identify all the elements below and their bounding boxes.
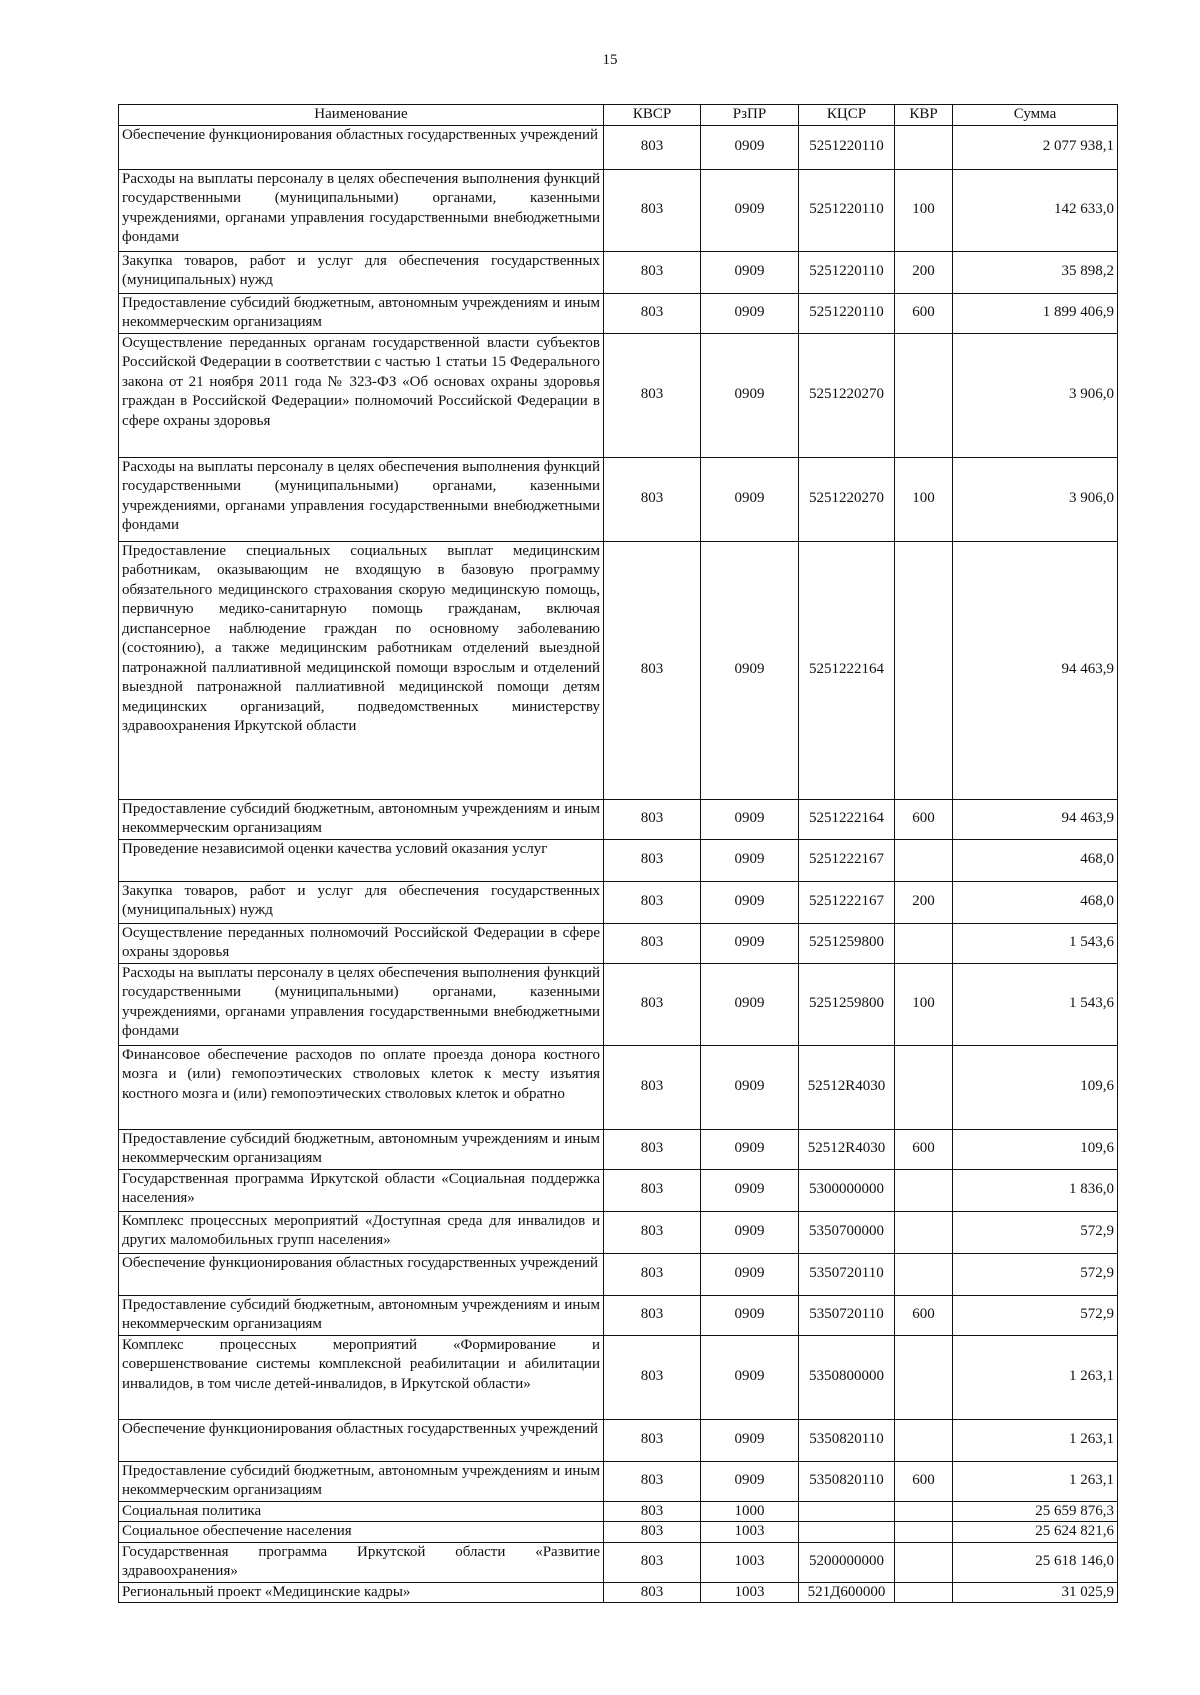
cell-kvsr: 803 — [604, 1501, 701, 1522]
cell-name: Осуществление переданных органам государственной власти субъектов Российской Федерации в соответствии с частью 1 статьи 15 Федерального закона от 21 ноября 2011 года № 323-ФЗ «Об основах охраны здоровья граждан в Российской Федерации» полномочий Российской Федерации в сфере охраны здоровья — [119, 333, 604, 457]
cell-sum: 94 463,9 — [953, 541, 1118, 799]
cell-rzpr: 0909 — [701, 1211, 799, 1253]
table-row — [119, 293, 1118, 333]
column-header-sum: Сумма — [953, 105, 1118, 126]
cell-sum: 35 898,2 — [953, 251, 1118, 293]
cell-kvr — [895, 1542, 953, 1582]
cell-sum: 572,9 — [953, 1211, 1118, 1253]
table-row — [119, 457, 1118, 541]
cell-name: Расходы на выплаты персоналу в целях обеспечения выполнения функций государственными (муниципальными) органами, казенными учреждениями, органами управления государственными внебюджетными фондами — [119, 963, 604, 1045]
cell-rzpr: 0909 — [701, 169, 799, 251]
cell-kcsr: 5251220110 — [799, 125, 895, 169]
cell-kvr — [895, 839, 953, 881]
cell-name: Проведение независимой оценки качества условий оказания услуг — [119, 839, 604, 881]
cell-kvsr: 803 — [604, 1169, 701, 1211]
cell-rzpr: 0909 — [701, 333, 799, 457]
cell-name: Предоставление специальных социальных выплат медицинским работникам, оказывающим не входящую в базовую программу обязательного медицинского страхования скорую медицинскую помощь, первичную медико-санитарную помощь гражданам, включая диспансерное наблюдение граждан по основному заболеванию (состоянию), а также медицинским работникам отделений выездной патронажной паллиативной медицинской помощи взрослым и отделений выездной патронажной паллиативной медицинской помощи детям медицинских организаций, подведомственных министерству здравоохранения Иркутской области — [119, 541, 604, 799]
cell-kcsr: 52512R4030 — [799, 1045, 895, 1129]
cell-kvsr: 803 — [604, 963, 701, 1045]
table-row — [119, 333, 1118, 457]
cell-kvr — [895, 541, 953, 799]
cell-sum: 1 899 406,9 — [953, 293, 1118, 333]
cell-name: Предоставление субсидий бюджетным, автономным учреждениям и иным некоммерческим организациям — [119, 1295, 604, 1335]
cell-name: Региональный проект «Медицинские кадры» — [119, 1582, 604, 1603]
cell-kcsr: 5350720110 — [799, 1253, 895, 1295]
page-number: 15 — [602, 52, 618, 68]
cell-sum: 1 263,1 — [953, 1335, 1118, 1419]
cell-name: Государственная программа Иркутской области «Развитие здравоохранения» — [119, 1542, 604, 1582]
table-row — [119, 1253, 1118, 1295]
cell-rzpr: 1003 — [701, 1582, 799, 1603]
cell-sum: 25 618 146,0 — [953, 1542, 1118, 1582]
cell-rzpr: 0909 — [701, 1335, 799, 1419]
cell-name: Осуществление переданных полномочий Российской Федерации в сфере охраны здоровья — [119, 923, 604, 963]
cell-kcsr: 5350820110 — [799, 1461, 895, 1501]
table-row — [119, 1335, 1118, 1419]
cell-kvr — [895, 1582, 953, 1603]
cell-kcsr: 5251220270 — [799, 333, 895, 457]
cell-rzpr: 0909 — [701, 799, 799, 839]
cell-kcsr — [799, 1501, 895, 1522]
cell-rzpr: 0909 — [701, 541, 799, 799]
cell-kvsr: 803 — [604, 923, 701, 963]
cell-name: Предоставление субсидий бюджетным, автономным учреждениям и иным некоммерческим организациям — [119, 293, 604, 333]
cell-kvr: 200 — [895, 881, 953, 923]
cell-sum: 468,0 — [953, 839, 1118, 881]
cell-kcsr: 5251220110 — [799, 169, 895, 251]
cell-kvsr: 803 — [604, 1335, 701, 1419]
cell-kvr: 600 — [895, 1129, 953, 1169]
cell-kvsr: 803 — [604, 125, 701, 169]
cell-kvr — [895, 1419, 953, 1461]
cell-kcsr: 5350820110 — [799, 1419, 895, 1461]
cell-kcsr: 5251220110 — [799, 251, 895, 293]
cell-kcsr: 5251222164 — [799, 799, 895, 839]
cell-sum: 1 836,0 — [953, 1169, 1118, 1211]
table-body — [119, 125, 1118, 1603]
cell-rzpr: 0909 — [701, 1461, 799, 1501]
cell-kcsr: 5350720110 — [799, 1295, 895, 1335]
cell-rzpr: 1003 — [701, 1522, 799, 1543]
cell-sum: 572,9 — [953, 1295, 1118, 1335]
cell-rzpr: 0909 — [701, 963, 799, 1045]
cell-kvsr: 803 — [604, 1542, 701, 1582]
cell-kvr: 600 — [895, 293, 953, 333]
cell-kcsr: 5350800000 — [799, 1335, 895, 1419]
table-row — [119, 923, 1118, 963]
cell-rzpr: 0909 — [701, 881, 799, 923]
column-header-rzpr: РзПР — [701, 105, 799, 126]
cell-kvsr: 803 — [604, 251, 701, 293]
cell-kvr: 100 — [895, 457, 953, 541]
cell-kvr — [895, 1045, 953, 1129]
column-header-kvr: КВР — [895, 105, 953, 126]
cell-sum: 25 624 821,6 — [953, 1522, 1118, 1543]
cell-sum: 1 543,6 — [953, 963, 1118, 1045]
cell-kcsr: 5251222167 — [799, 881, 895, 923]
table-row — [119, 169, 1118, 251]
cell-rzpr: 0909 — [701, 1419, 799, 1461]
table-row — [119, 1169, 1118, 1211]
cell-kcsr: 5251222167 — [799, 839, 895, 881]
cell-sum: 109,6 — [953, 1045, 1118, 1129]
table-row — [119, 1129, 1118, 1169]
cell-sum: 1 543,6 — [953, 923, 1118, 963]
cell-sum: 1 263,1 — [953, 1461, 1118, 1501]
cell-name: Комплекс процессных мероприятий «Доступная среда для инвалидов и других маломобильных групп населения» — [119, 1211, 604, 1253]
table-row — [119, 1582, 1118, 1603]
cell-sum: 3 906,0 — [953, 457, 1118, 541]
cell-kcsr: 5350700000 — [799, 1211, 895, 1253]
cell-kvsr: 803 — [604, 1461, 701, 1501]
cell-rzpr: 1000 — [701, 1501, 799, 1522]
cell-sum: 2 077 938,1 — [953, 125, 1118, 169]
cell-kvsr: 803 — [604, 1129, 701, 1169]
cell-name: Обеспечение функционирования областных государственных учреждений — [119, 1253, 604, 1295]
cell-sum: 142 633,0 — [953, 169, 1118, 251]
cell-kcsr — [799, 1522, 895, 1543]
cell-kvsr: 803 — [604, 1295, 701, 1335]
cell-rzpr: 0909 — [701, 251, 799, 293]
cell-kvr — [895, 1522, 953, 1543]
cell-kvr — [895, 923, 953, 963]
cell-sum: 3 906,0 — [953, 333, 1118, 457]
cell-name: Предоставление субсидий бюджетным, автономным учреждениям и иным некоммерческим организациям — [119, 1461, 604, 1501]
table-row — [119, 1211, 1118, 1253]
cell-name: Комплекс процессных мероприятий «Формирование и совершенствование системы комплексной реабилитации и абилитации инвалидов, в том числе детей-инвалидов, в Иркутской области» — [119, 1335, 604, 1419]
cell-name: Закупка товаров, работ и услуг для обеспечения государственных (муниципальных) нужд — [119, 881, 604, 923]
cell-rzpr: 0909 — [701, 293, 799, 333]
table-row — [119, 1542, 1118, 1582]
cell-sum: 109,6 — [953, 1129, 1118, 1169]
cell-sum: 572,9 — [953, 1253, 1118, 1295]
cell-name: Обеспечение функционирования областных государственных учреждений — [119, 125, 604, 169]
cell-kcsr: 5251259800 — [799, 923, 895, 963]
cell-name: Финансовое обеспечение расходов по оплате проезда донора костного мозга и (или) гемопоэтических стволовых клеток к месту изъятия костного мозга и (или) гемопоэтических стволовых клеток и обратно — [119, 1045, 604, 1129]
cell-kvsr: 803 — [604, 1253, 701, 1295]
cell-kcsr: 5251220270 — [799, 457, 895, 541]
column-header-kcsr: КЦСР — [799, 105, 895, 126]
table-row — [119, 1522, 1118, 1543]
cell-kvr: 100 — [895, 169, 953, 251]
cell-kvr — [895, 1253, 953, 1295]
table-row — [119, 1419, 1118, 1461]
cell-kcsr: 5251220110 — [799, 293, 895, 333]
table-row — [119, 1045, 1118, 1129]
table-row — [119, 1295, 1118, 1335]
cell-sum: 25 659 876,3 — [953, 1501, 1118, 1522]
cell-kvr: 600 — [895, 1295, 953, 1335]
cell-kcsr: 5251222164 — [799, 541, 895, 799]
cell-name: Расходы на выплаты персоналу в целях обеспечения выполнения функций государственными (муниципальными) органами, казенными учреждениями, органами управления государственными внебюджетными фондами — [119, 457, 604, 541]
cell-kvsr: 803 — [604, 293, 701, 333]
cell-kcsr: 5200000000 — [799, 1542, 895, 1582]
cell-rzpr: 0909 — [701, 457, 799, 541]
cell-kvsr: 803 — [604, 333, 701, 457]
cell-kvsr: 803 — [604, 1045, 701, 1129]
cell-kvsr: 803 — [604, 541, 701, 799]
cell-kcsr: 521Д600000 — [799, 1582, 895, 1603]
table-row — [119, 251, 1118, 293]
table-header — [119, 105, 1118, 126]
cell-sum: 1 263,1 — [953, 1419, 1118, 1461]
budget-table — [118, 104, 1118, 1603]
cell-kvsr: 803 — [604, 799, 701, 839]
cell-kvr: 600 — [895, 799, 953, 839]
cell-kvr — [895, 1211, 953, 1253]
cell-name: Предоставление субсидий бюджетным, автономным учреждениям и иным некоммерческим организациям — [119, 799, 604, 839]
cell-rzpr: 0909 — [701, 923, 799, 963]
cell-rzpr: 0909 — [701, 1129, 799, 1169]
cell-name: Закупка товаров, работ и услуг для обеспечения государственных (муниципальных) нужд — [119, 251, 604, 293]
table-row — [119, 799, 1118, 839]
cell-kvsr: 803 — [604, 839, 701, 881]
table-row — [119, 963, 1118, 1045]
cell-kcsr: 5300000000 — [799, 1169, 895, 1211]
table-row — [119, 1501, 1118, 1522]
cell-kcsr: 52512R4030 — [799, 1129, 895, 1169]
cell-kvsr: 803 — [604, 1522, 701, 1543]
cell-rzpr: 0909 — [701, 1169, 799, 1211]
table-row — [119, 125, 1118, 169]
cell-name: Социальное обеспечение населения — [119, 1522, 604, 1543]
cell-kvr — [895, 1169, 953, 1211]
cell-rzpr: 0909 — [701, 1253, 799, 1295]
cell-kvr — [895, 125, 953, 169]
table-row — [119, 541, 1118, 799]
cell-kvr: 200 — [895, 251, 953, 293]
cell-name: Предоставление субсидий бюджетным, автономным учреждениям и иным некоммерческим организациям — [119, 1129, 604, 1169]
cell-kvr — [895, 1335, 953, 1419]
cell-sum: 31 025,9 — [953, 1582, 1118, 1603]
table-row — [119, 881, 1118, 923]
cell-rzpr: 0909 — [701, 1295, 799, 1335]
cell-kcsr: 5251259800 — [799, 963, 895, 1045]
cell-rzpr: 0909 — [701, 125, 799, 169]
table-row — [119, 839, 1118, 881]
table-row — [119, 1461, 1118, 1501]
cell-kvr — [895, 333, 953, 457]
cell-name: Расходы на выплаты персоналу в целях обеспечения выполнения функций государственными (муниципальными) органами, казенными учреждениями, органами управления государственными внебюджетными фондами — [119, 169, 604, 251]
cell-kvr — [895, 1501, 953, 1522]
cell-rzpr: 1003 — [701, 1542, 799, 1582]
cell-kvsr: 803 — [604, 1419, 701, 1461]
cell-sum: 94 463,9 — [953, 799, 1118, 839]
column-header-name: Наименование — [119, 105, 604, 126]
cell-kvr: 600 — [895, 1461, 953, 1501]
cell-rzpr: 0909 — [701, 839, 799, 881]
cell-sum: 468,0 — [953, 881, 1118, 923]
header-row — [119, 105, 1118, 126]
cell-kvsr: 803 — [604, 169, 701, 251]
cell-name: Социальная политика — [119, 1501, 604, 1522]
cell-name: Обеспечение функционирования областных государственных учреждений — [119, 1419, 604, 1461]
cell-name: Государственная программа Иркутской области «Социальная поддержка населения» — [119, 1169, 604, 1211]
cell-kvr: 100 — [895, 963, 953, 1045]
cell-kvsr: 803 — [604, 1582, 701, 1603]
cell-kvsr: 803 — [604, 1211, 701, 1253]
column-header-kvsr: КВСР — [604, 105, 701, 126]
cell-kvsr: 803 — [604, 881, 701, 923]
cell-rzpr: 0909 — [701, 1045, 799, 1129]
cell-kvsr: 803 — [604, 457, 701, 541]
